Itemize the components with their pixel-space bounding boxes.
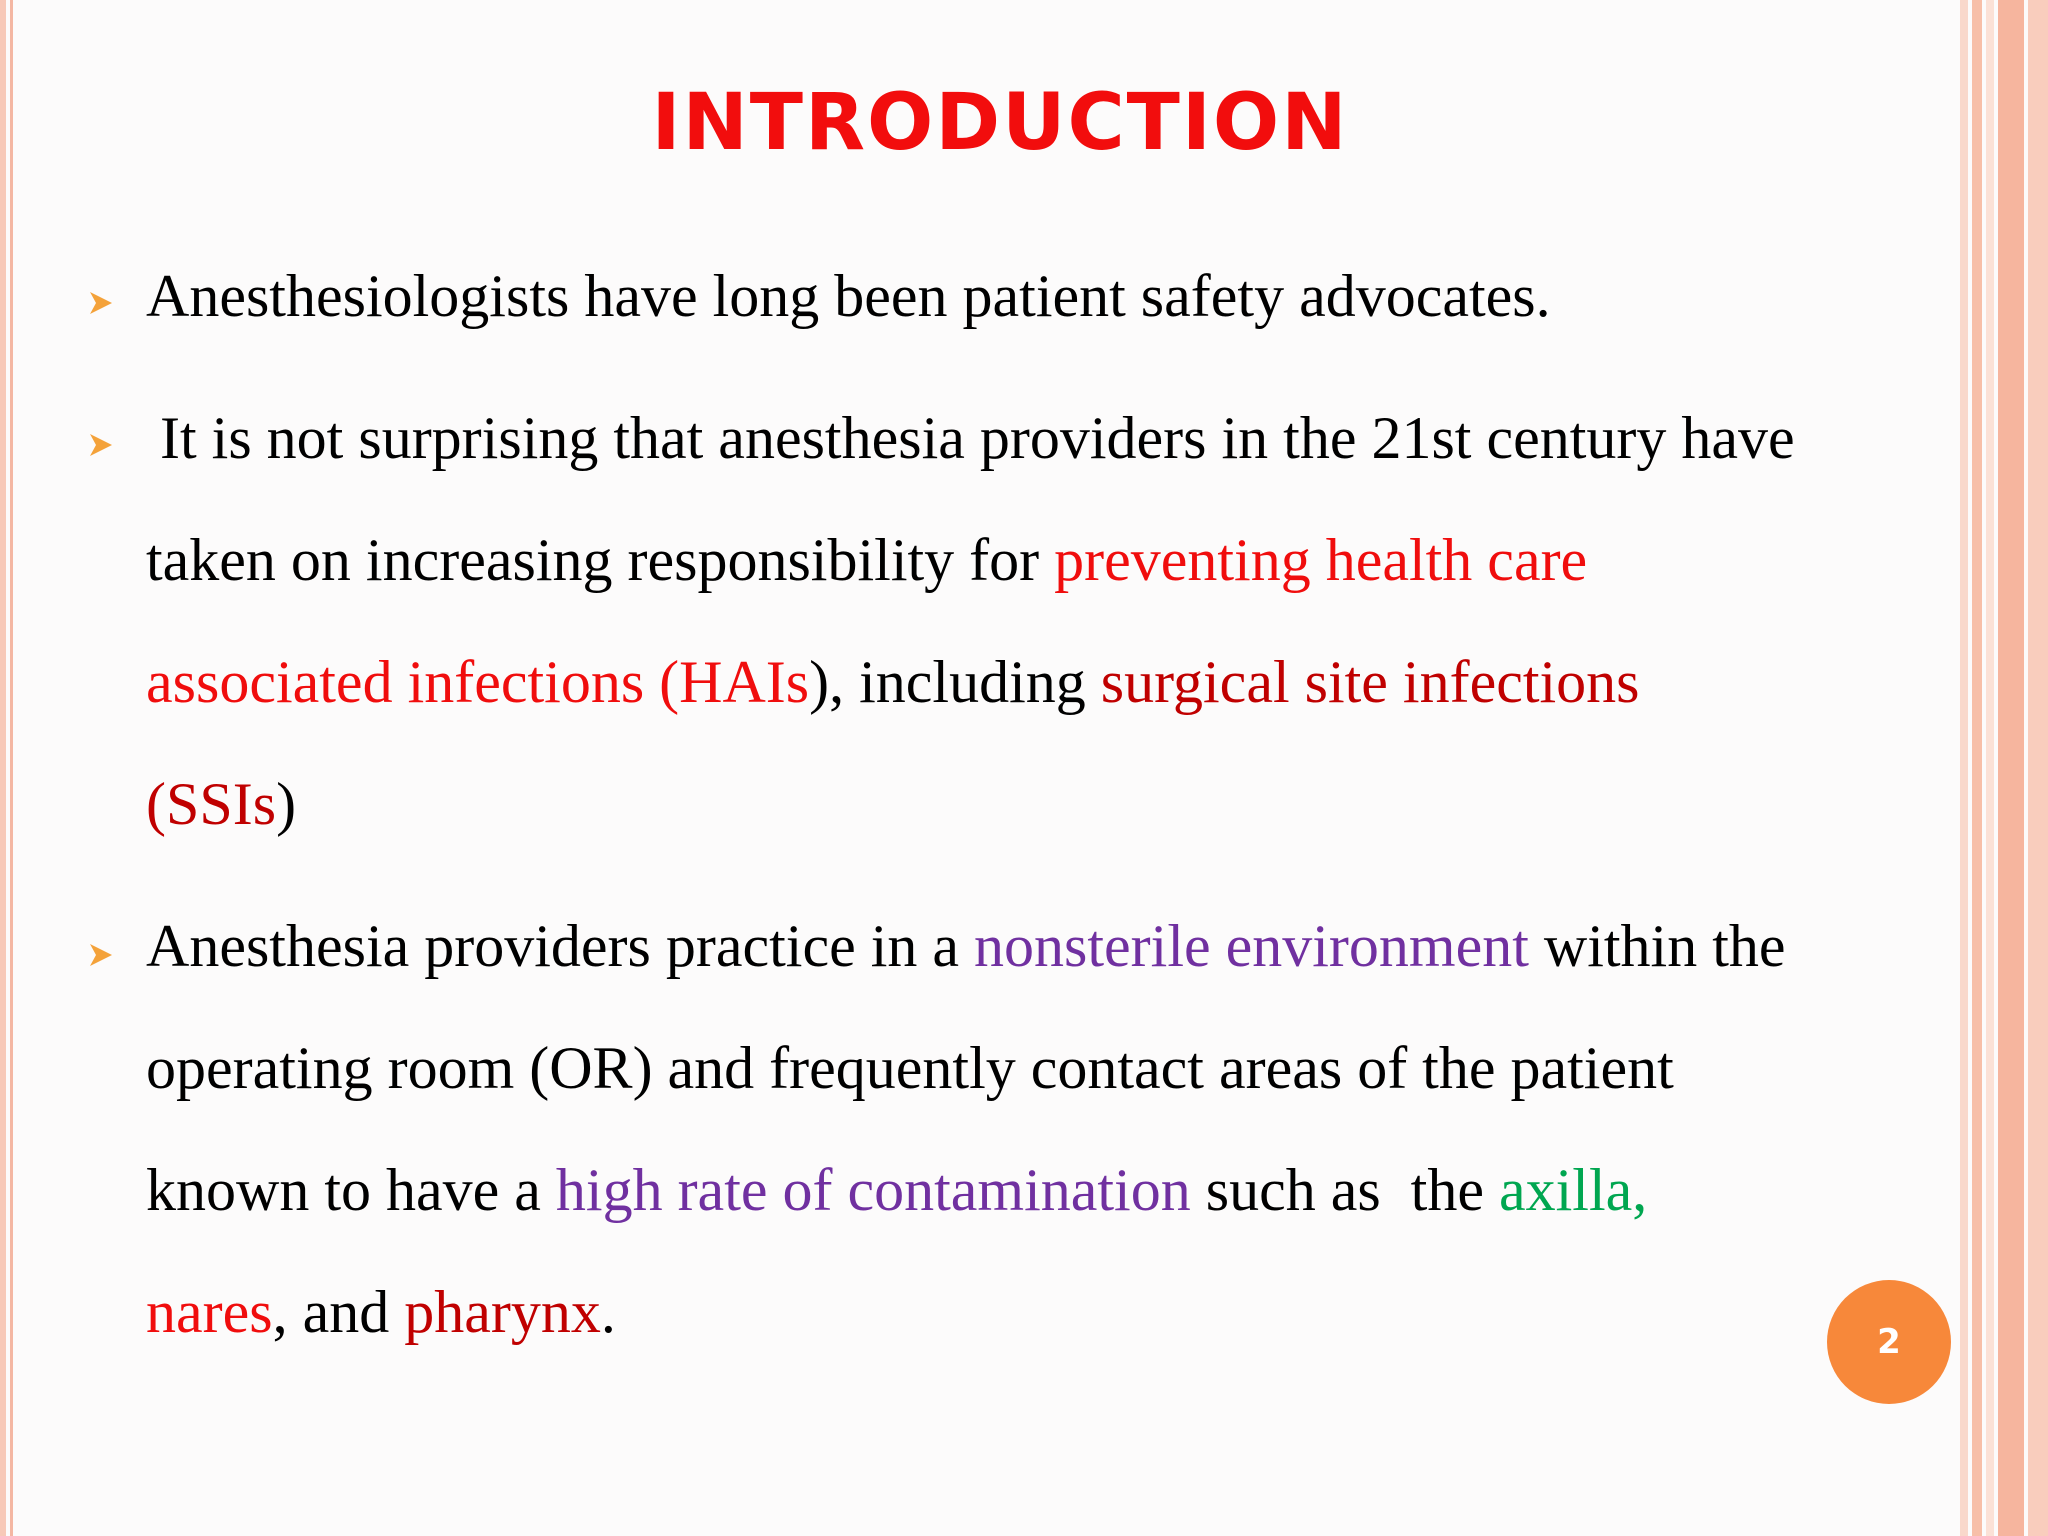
- nonsterile-emphasis: nonsterile environment: [974, 913, 1529, 979]
- bullet-3-text: , and: [272, 1279, 405, 1345]
- bullet-1-text: Anesthesiologists have long been patient safety advocates.: [146, 263, 1551, 329]
- ssi-emphasis: surgical site infections: [1100, 649, 1640, 715]
- axilla-emphasis: axilla,: [1498, 1157, 1648, 1223]
- bullet-3-text: within the: [1528, 913, 1786, 979]
- bullet-2-text: ), including: [809, 649, 1101, 715]
- bullet-3-line-1: [146, 912, 1786, 981]
- bullet-3-text: .: [600, 1279, 616, 1345]
- arrowhead-bullet-icon: [86, 430, 116, 460]
- pharynx-emphasis: pharynx: [404, 1279, 601, 1345]
- bullet-2-line-2: [146, 526, 1587, 595]
- bullet-3-text: Anesthesia providers practice in a: [146, 913, 975, 979]
- arrowhead-bullet-icon: [86, 940, 116, 970]
- bullet-2-text: ): [276, 771, 297, 837]
- bullet-2-line-3: [146, 648, 1640, 717]
- hai-emphasis: preventing health care: [1054, 527, 1588, 593]
- arrowhead-bullet-icon: [86, 288, 116, 318]
- ssi-emphasis: (SSIs: [146, 771, 277, 837]
- bullet-3-line-3: [146, 1156, 1647, 1225]
- bullet-2-line-1: It is not surprising that anesthesia providers in the 21st century have: [160, 405, 1795, 471]
- contamination-emphasis: high rate of contamination: [555, 1157, 1191, 1223]
- hai-emphasis: associated infections (HAIs: [146, 649, 810, 715]
- bullet-3-text: such as the: [1190, 1157, 1499, 1223]
- bullet-2-text: taken on increasing responsibility for: [146, 527, 1055, 593]
- bullet-3-text: known to have a: [146, 1157, 556, 1223]
- nares-emphasis: nares: [146, 1279, 273, 1345]
- page-number-badge: 2: [1827, 1280, 1951, 1404]
- bullet-2-line-4: [146, 770, 296, 839]
- bullet-3-line-4: [146, 1278, 616, 1347]
- slide-title: INTRODUCTION: [651, 78, 1349, 168]
- bullet-3-line-2: operating room (OR) and frequently contact areas of the patient: [146, 1035, 1674, 1101]
